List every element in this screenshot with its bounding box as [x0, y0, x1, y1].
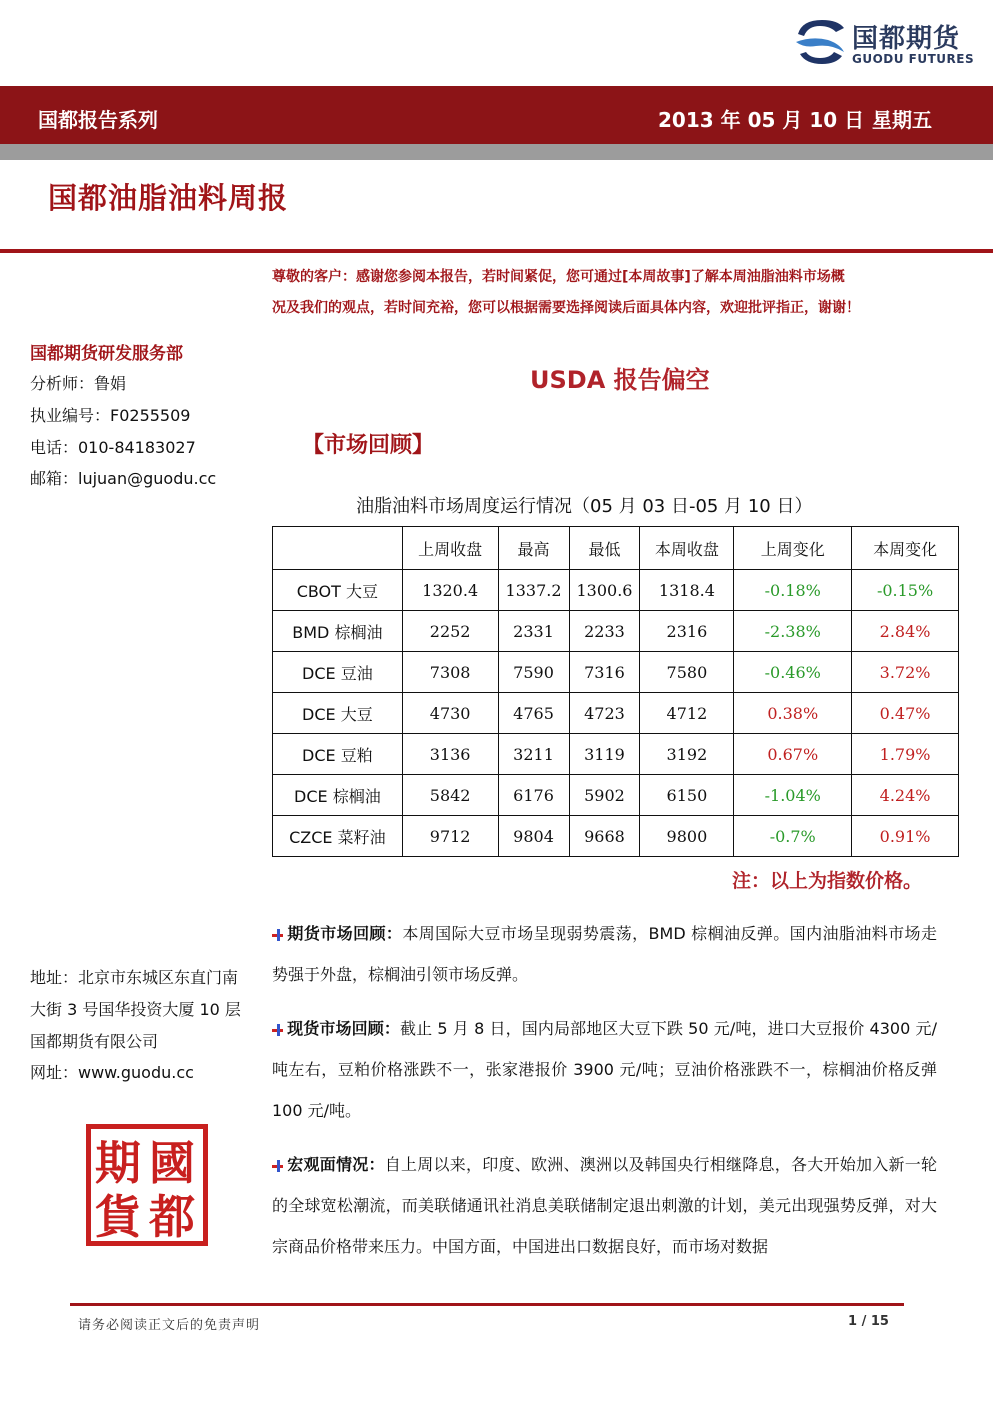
high-cell: 6176: [498, 775, 569, 816]
change-cell: 0.91%: [852, 816, 959, 857]
commodity-name: DCE 大豆: [273, 693, 403, 734]
table-caption: 油脂油料市场周度运行情况（05 月 03 日-05 月 10 日）: [356, 496, 813, 517]
table-header-cell: 最低: [569, 527, 640, 570]
phone-number: 电话：010-84183027: [30, 438, 196, 457]
seal-char: 貨: [95, 1190, 141, 1241]
low-cell: 9668: [569, 816, 640, 857]
high-cell: 7590: [498, 652, 569, 693]
table-header-cell: 上周收盘: [402, 527, 498, 570]
license-number: 执业编号：F0255509: [30, 406, 191, 425]
prev-change-cell: 0.67%: [734, 734, 852, 775]
high-cell: 2331: [498, 611, 569, 652]
table-row: [273, 570, 959, 611]
commodity-name: DCE 豆油: [273, 652, 403, 693]
table-header-cell: 最高: [498, 527, 569, 570]
spot-review-body: 截止 5 月 8 日，国内局部地区大豆下跌 50 元/吨，进口大豆报价 4300 元/吨左右，豆粕价格涨跌不一，张家港报价 3900 元/吨；豆油价格涨跌不一，棕榈油价格反弹 100 元/吨。: [272, 1019, 937, 1120]
section-heading: 【市场回顾】: [302, 433, 435, 458]
report-date: 2013 年 05 月 10 日: [658, 108, 865, 132]
company-seal: [86, 1124, 208, 1246]
prev-change-cell: -0.18%: [734, 570, 852, 611]
address-line-1: 地址：北京市东城区东直门南: [30, 968, 239, 987]
prev-change-cell: -0.46%: [734, 652, 852, 693]
low-cell: 7316: [569, 652, 640, 693]
high-cell: 3211: [498, 734, 569, 775]
seal-char: 都: [149, 1190, 195, 1241]
report-weekday: 星期五: [872, 108, 932, 132]
futures-review-paragraph: [272, 913, 937, 995]
bullet-icon: [272, 929, 286, 941]
prev-close-cell: 2252: [402, 611, 498, 652]
prev-close-cell: 1320.4: [402, 570, 498, 611]
macro-lead: 宏观面情况：: [287, 1155, 385, 1174]
prev-close-cell: 4730: [402, 693, 498, 734]
change-cell: 4.24%: [852, 775, 959, 816]
prev-close-cell: 5842: [402, 775, 498, 816]
table-header-row: [273, 527, 959, 570]
analyst-name: 分析师：鲁娟: [30, 374, 127, 393]
intro-line-2: 况及我们的观点，若时间充裕，您可以根据需要选择阅读后面具体内容，欢迎批评指正，谢谢！: [272, 300, 860, 316]
website: 网址：www.guodu.cc: [30, 1063, 194, 1082]
logo-text-cn: 国都期货: [852, 24, 961, 54]
table-row: [273, 693, 959, 734]
high-cell: 4765: [498, 693, 569, 734]
bullet-icon: [272, 1160, 286, 1172]
prev-change-cell: 0.38%: [734, 693, 852, 734]
bullet-icon: [272, 1024, 286, 1036]
high-cell: 9804: [498, 816, 569, 857]
commodity-name: DCE 棕榈油: [273, 775, 403, 816]
commodity-name: CBOT 大豆: [273, 570, 403, 611]
change-cell: 0.47%: [852, 693, 959, 734]
table-row: [273, 611, 959, 652]
close-cell: 7580: [640, 652, 734, 693]
prev-change-cell: -2.38%: [734, 611, 852, 652]
low-cell: 5902: [569, 775, 640, 816]
close-cell: 2316: [640, 611, 734, 652]
low-cell: 4723: [569, 693, 640, 734]
company-logo: [792, 14, 982, 74]
close-cell: 3192: [640, 734, 734, 775]
close-cell: 9800: [640, 816, 734, 857]
macro-paragraph: [272, 1144, 937, 1267]
logo-mark-icon: [792, 14, 848, 70]
table-row: [273, 775, 959, 816]
prev-close-cell: 3136: [402, 734, 498, 775]
change-cell: -0.15%: [852, 570, 959, 611]
report-series: 国都报告系列: [38, 108, 158, 132]
futures-review-body: 本周国际大豆市场呈现弱势震荡，BMD 棕榈油反弹。国内油脂油料市场走势强于外盘，棕榈油引领市场反弹。: [272, 924, 937, 984]
spot-review-paragraph: [272, 1008, 937, 1131]
header-gray-stripe: [0, 144, 993, 160]
prev-change-cell: -1.04%: [734, 775, 852, 816]
page-number: 1 / 15: [848, 1314, 889, 1329]
footer-divider: [70, 1303, 904, 1306]
table-header-cell: [273, 527, 403, 570]
logo-text-en: GUODU FUTURES: [852, 52, 975, 66]
low-cell: 2233: [569, 611, 640, 652]
futures-review-lead: 期货市场回顾：: [287, 924, 403, 943]
email-address: 邮箱：lujuan@guodu.cc: [30, 469, 217, 488]
table-note: 注：以上为指数价格。: [732, 870, 923, 892]
seal-char: 期: [95, 1136, 141, 1190]
commodity-name: DCE 豆粕: [273, 734, 403, 775]
disclaimer-notice: 请务必阅读正文后的免责声明: [78, 1318, 261, 1333]
prev-close-cell: 9712: [402, 816, 498, 857]
table-row: [273, 816, 959, 857]
high-cell: 1337.2: [498, 570, 569, 611]
low-cell: 3119: [569, 734, 640, 775]
table-header-cell: 本周收盘: [640, 527, 734, 570]
department-name: 国都期货研发服务部: [30, 344, 183, 364]
table-header-cell: 本周变化: [852, 527, 959, 570]
commodity-name: BMD 棕榈油: [273, 611, 403, 652]
commodity-name: CZCE 菜籽油: [273, 816, 403, 857]
change-cell: 3.72%: [852, 652, 959, 693]
report-title: 国都油脂油料周报: [48, 181, 289, 215]
seal-char: 國: [149, 1136, 195, 1190]
change-cell: 2.84%: [852, 611, 959, 652]
market-table: [272, 526, 959, 857]
close-cell: 1318.4: [640, 570, 734, 611]
title-divider: [0, 249, 993, 253]
low-cell: 1300.6: [569, 570, 640, 611]
table-row: [273, 652, 959, 693]
company-name: 国都期货有限公司: [30, 1032, 159, 1051]
prev-change-cell: -0.7%: [734, 816, 852, 857]
close-cell: 4712: [640, 693, 734, 734]
address-line-2: 大街 3 号国华投资大厦 10 层: [30, 1000, 241, 1019]
macro-body: 自上周以来，印度、欧洲、澳洲以及韩国央行相继降息，各大开始加入新一轮的全球宽松潮流，而美联储通讯社消息美联储制定退出刺激的计划，美元出现强势反弹，对大宗商品价格带来压力。中国方面，中国进出口数据良好，而市场对数据: [272, 1155, 937, 1256]
spot-review-lead: 现货市场回顾：: [287, 1019, 400, 1038]
change-cell: 1.79%: [852, 734, 959, 775]
close-cell: 6150: [640, 775, 734, 816]
seal-glyphs: [91, 1129, 203, 1241]
table-row: [273, 734, 959, 775]
prev-close-cell: 7308: [402, 652, 498, 693]
intro-line-1: 尊敬的客户：感谢您参阅本报告，若时间紧促，您可通过[本周故事]了解本周油脂油料市场概: [272, 269, 845, 285]
headline: USDA 报告偏空: [530, 366, 710, 394]
table-header-cell: 上周变化: [734, 527, 852, 570]
